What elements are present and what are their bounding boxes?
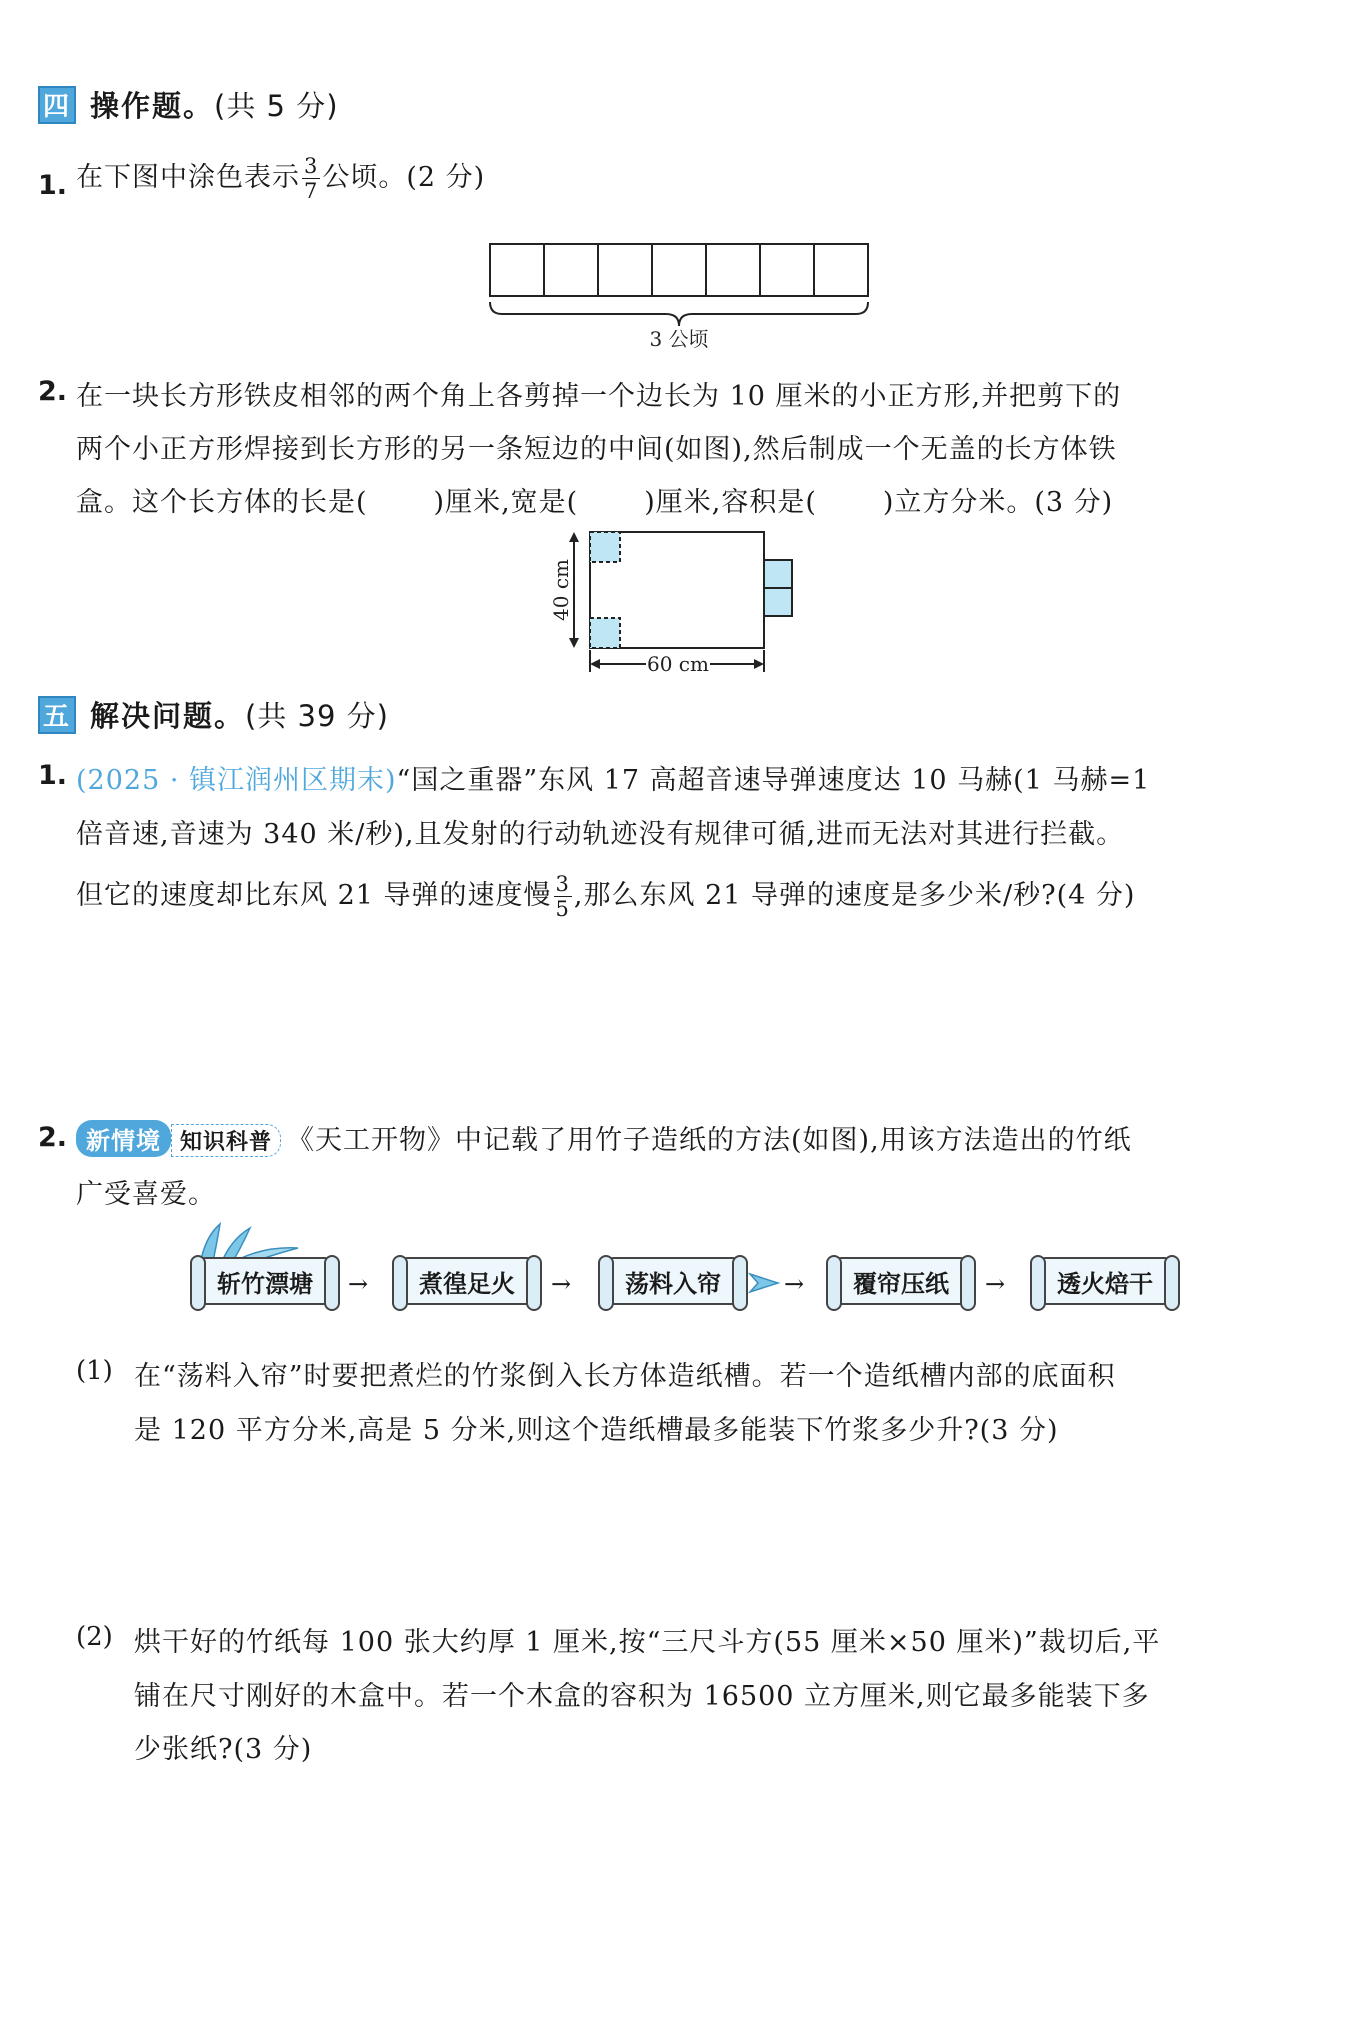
sub-question-2-line1: 烘干好的竹纸每 100 张大约厚 1 厘米,按“三尺斗方(55 厘米×50 厘米)”裁切后,平 xyxy=(134,1627,1161,1658)
fraction-denominator: 7 xyxy=(304,179,319,203)
brace xyxy=(490,302,868,326)
q4-2-line2: 两个小正方形焊接到长方形的另一条短边的中间(如图),然后制成一个无盖的长方体铁 xyxy=(76,434,1117,465)
section-5-score: (共 39 分) xyxy=(245,699,389,733)
knowledge-tag: 知识科普 xyxy=(171,1124,281,1157)
step-1-scroll: 斩竹漂塘 xyxy=(196,1257,334,1305)
q5-1-line3 xyxy=(76,872,1135,921)
q4-1-text xyxy=(76,154,485,203)
sub-question-2-line3: 少张纸?(3 分) xyxy=(134,1734,313,1765)
width-label: 60 cm xyxy=(647,652,709,676)
grid-cell[interactable] xyxy=(760,244,814,296)
cut-square-top xyxy=(590,532,620,562)
sub-question-1-number: (1) xyxy=(76,1356,113,1386)
step-arrow-4: → xyxy=(985,1270,1006,1298)
grid-cell[interactable] xyxy=(814,244,868,296)
q4-2-line3 xyxy=(76,480,1113,519)
grid-cell[interactable] xyxy=(598,244,652,296)
height-arrow-top xyxy=(569,532,579,542)
q5-1-line1-text: “国之重器”东风 17 高超音速导弹速度达 10 马赫(1 马赫=1 xyxy=(396,765,1151,796)
sub-question-2-number: (2) xyxy=(76,1622,113,1652)
q4-2-line3-b: )厘米,宽是( xyxy=(433,487,579,518)
sub-question-1-line2: 是 120 平方分米,高是 5 分米,则这个造纸槽最多能装下竹浆多少升?(3 分) xyxy=(134,1415,1059,1446)
q5-1-number: 1. xyxy=(38,760,68,791)
section-5-header xyxy=(38,694,389,735)
q4-2-line3-a: 盒。这个长方体的长是( xyxy=(76,487,368,518)
q4-1-pre: 在下图中涂色表示 xyxy=(76,162,300,193)
q5-2-line1-text: 《天工开物》中记载了用竹子造纸的方法(如图),用该方法造出的竹纸 xyxy=(287,1125,1132,1156)
q5-2-number: 2. xyxy=(38,1122,68,1153)
width-arrow-left xyxy=(590,659,600,669)
q4-2-line3-c: )厘米,容积是( xyxy=(644,487,817,518)
section-5-number: 五 xyxy=(38,696,76,734)
grid-cell[interactable] xyxy=(544,244,598,296)
fraction-numerator: 3 xyxy=(304,154,319,178)
width-arrow-right xyxy=(754,659,764,669)
sub-question-1-line1: 在“荡料入帘”时要把煮烂的竹浆倒入长方体造纸槽。若一个造纸槽内部的底面积 xyxy=(134,1361,1116,1392)
step-arrow-2: → xyxy=(551,1270,572,1298)
height-arrow-bottom xyxy=(569,638,579,648)
section-5-title: 解决问题。 xyxy=(90,699,246,733)
grid-cell[interactable] xyxy=(490,244,544,296)
q5-1-line3-post: ,那么东风 21 导弹的速度是多少米/秒?(4 分) xyxy=(573,880,1136,911)
q5-2-line1 xyxy=(76,1118,1132,1157)
fraction-3-5 xyxy=(554,872,572,921)
section-4-score: (共 5 分) xyxy=(214,89,339,123)
grid-cells xyxy=(490,244,868,296)
section-4-header xyxy=(38,84,339,125)
q4-2-line3-d: )立方分米。(3 分) xyxy=(882,487,1114,518)
q5-1-line2: 倍音速,音速为 340 米/秒),且发射的行动轨迹没有规律可循,进而无法对其进行拦截。 xyxy=(76,819,1125,850)
sub-question-2-line2: 铺在尺寸刚好的木盒中。若一个木盒的容积为 16500 立方厘米,则它最多能装下多 xyxy=(134,1681,1150,1712)
q4-2-line1: 在一块长方形铁皮相邻的两个角上各剪掉一个边长为 10 厘米的小正方形,并把剪下的 xyxy=(76,381,1122,412)
hectare-grid-figure xyxy=(480,238,880,358)
welded-square-lower xyxy=(764,588,792,616)
section-4-title: 操作题。 xyxy=(90,89,215,123)
brace-label: 3 公顷 xyxy=(649,327,709,351)
step-arrow-1: → xyxy=(348,1270,369,1298)
q4-1-number: 1. xyxy=(38,170,68,201)
curtain-flag-icon xyxy=(748,1270,780,1296)
height-label: 40 cm xyxy=(549,559,573,621)
step-3-scroll: 荡料入帘 xyxy=(604,1257,742,1305)
step-5-scroll: 透火焙干 xyxy=(1036,1257,1174,1305)
q4-1-post: 公顷。(2 分) xyxy=(322,162,486,193)
q5-1-source: (2025 · 镇江润州区期末) xyxy=(76,765,397,796)
step-arrow-3: → xyxy=(784,1270,805,1298)
fraction-numerator: 3 xyxy=(555,872,570,896)
step-2-scroll: 煮徨足火 xyxy=(398,1257,536,1305)
step-4-scroll: 覆帘压纸 xyxy=(832,1257,970,1305)
q4-2-number: 2. xyxy=(38,376,68,407)
section-4-number: 四 xyxy=(38,86,76,124)
grid-cell[interactable] xyxy=(706,244,760,296)
iron-sheet-figure xyxy=(548,528,808,676)
grid-cell[interactable] xyxy=(652,244,706,296)
q5-1-line3-pre: 但它的速度却比东风 21 导弹的速度慢 xyxy=(76,880,552,911)
cut-square-bottom xyxy=(590,618,620,648)
welded-square-upper xyxy=(764,560,792,588)
q5-2-line2: 广受喜爱。 xyxy=(76,1179,216,1210)
fraction-3-7 xyxy=(302,154,320,203)
new-context-tag: 新情境 xyxy=(76,1120,171,1157)
q5-1-line1 xyxy=(76,758,1150,797)
fraction-denominator: 5 xyxy=(555,897,570,921)
